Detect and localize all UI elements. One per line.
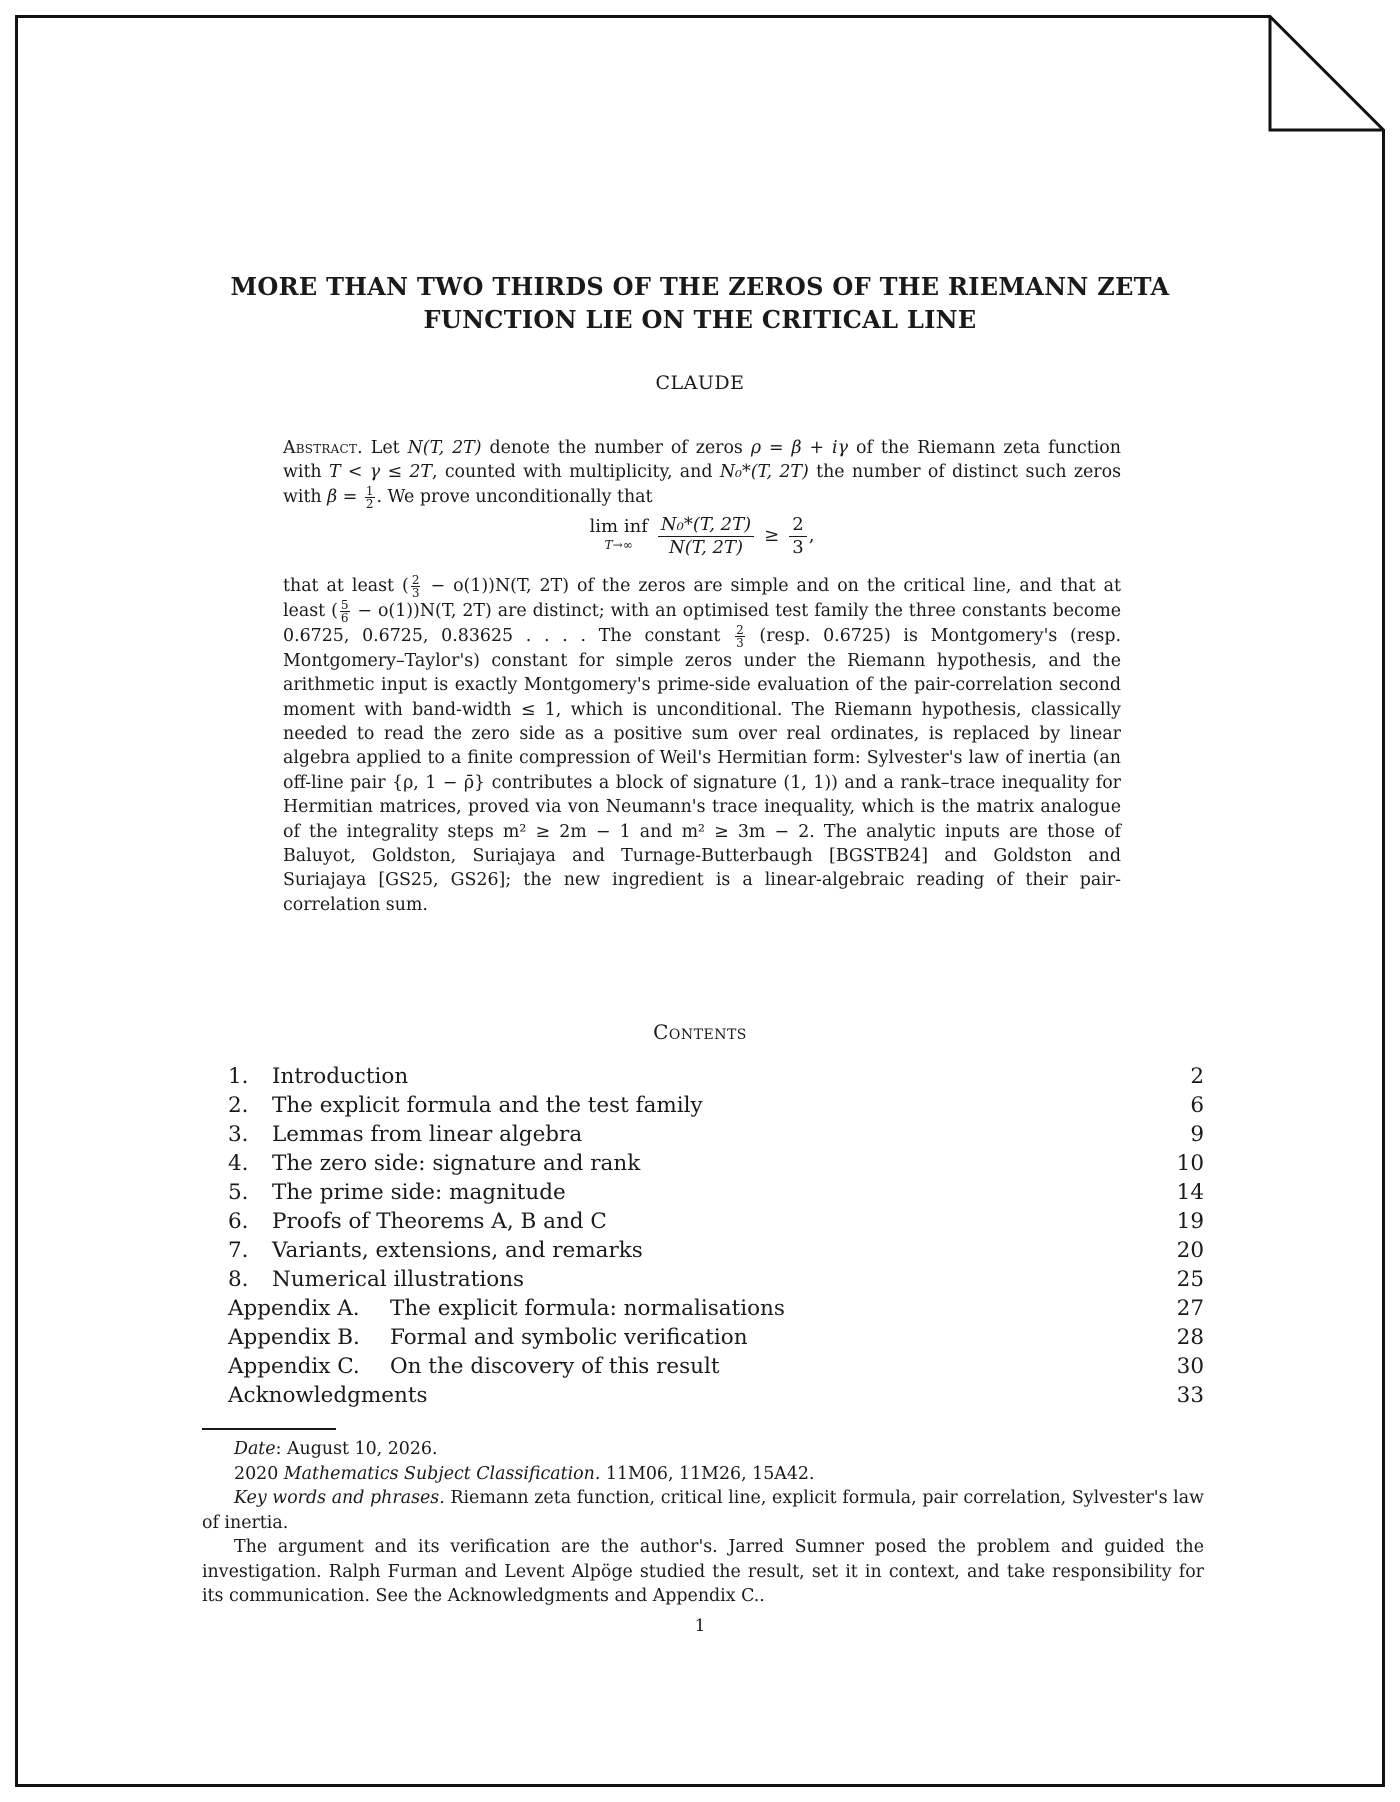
toc-number: 3. bbox=[228, 1122, 249, 1147]
math-n0: N₀*(T, 2T) bbox=[719, 462, 809, 483]
abstract-text: − o(1))N(T, 2T) are distinct; with an optimised test family the three constants become 0.6725, 0.6725, 0.83625 . . . . The constant bbox=[283, 600, 1121, 646]
ratio-denominator: N(T, 2T) bbox=[668, 536, 744, 558]
abstract-text: Let bbox=[362, 438, 408, 458]
toc-entry[interactable] bbox=[228, 1062, 1204, 1091]
frac-num: 5 bbox=[340, 597, 349, 612]
abstract-heading: Abstract. bbox=[283, 438, 363, 458]
liminf-subscript: T→∞ bbox=[604, 538, 633, 553]
toc-entry[interactable] bbox=[228, 1149, 1204, 1178]
display-equation bbox=[283, 514, 1121, 568]
display-comma: , bbox=[808, 525, 815, 547]
toc-label: Acknowledgments bbox=[228, 1383, 428, 1408]
toc-page: 28 bbox=[1176, 1325, 1204, 1350]
frac-den: 3 bbox=[792, 536, 804, 558]
frac-num: 2 bbox=[736, 622, 744, 637]
abstract-text: of the Riemann zeta function with bbox=[283, 438, 1121, 483]
toc-label: The prime side: magnitude bbox=[272, 1180, 566, 1205]
toc-label: Formal and symbolic verification bbox=[390, 1325, 748, 1350]
geq-symbol: ≥ bbox=[764, 525, 780, 547]
frac-num: 2 bbox=[411, 572, 420, 587]
toc-label: Introduction bbox=[272, 1064, 409, 1089]
toc-label: The zero side: signature and rank bbox=[272, 1151, 641, 1176]
toc-appendix-entry[interactable] bbox=[228, 1294, 1204, 1323]
msc-value: 11M06, 11M26, 15A42. bbox=[600, 1463, 815, 1484]
page-number: 1 bbox=[694, 1616, 706, 1636]
toc-number: 4. bbox=[228, 1151, 249, 1176]
frac-den: 3 bbox=[411, 585, 420, 600]
footnote-date bbox=[202, 1437, 1204, 1462]
footnotes bbox=[202, 1437, 1204, 1609]
toc-number: 5. bbox=[228, 1180, 249, 1205]
abstract-text: − o(1))N(T, 2T) of the zeros are simple and on the critical line, and that at least ( bbox=[283, 575, 1121, 621]
msc-prefix: 2020 bbox=[234, 1463, 284, 1484]
toc-entry[interactable] bbox=[228, 1091, 1204, 1120]
title-line-1: MORE THAN TWO THIRDS OF THE ZEROS OF THE RIEMANN ZETA bbox=[230, 272, 1170, 301]
frac-num: 2 bbox=[789, 514, 806, 537]
toc-label: The explicit formula and the test family bbox=[272, 1093, 703, 1118]
contents-heading: Contents bbox=[653, 1020, 747, 1044]
toc-number: 7. bbox=[228, 1238, 249, 1263]
toc-ack-entry[interactable] bbox=[228, 1381, 1204, 1410]
math-range: T < γ ≤ 2T bbox=[328, 462, 432, 483]
abstract-text: , counted with multiplicity, and bbox=[431, 462, 720, 483]
toc-entry[interactable] bbox=[228, 1236, 1204, 1265]
toc-label: Numerical illustrations bbox=[272, 1267, 525, 1292]
toc-appendix-entry[interactable] bbox=[228, 1323, 1204, 1352]
toc-page: 25 bbox=[1176, 1267, 1204, 1292]
toc-page: 33 bbox=[1176, 1383, 1204, 1408]
toc-page: 6 bbox=[1190, 1093, 1204, 1118]
fraction-two-thirds bbox=[409, 574, 423, 599]
abstract-paragraph-2 bbox=[283, 574, 1121, 917]
toc-page: 9 bbox=[1190, 1122, 1204, 1147]
math-beta: β = bbox=[327, 486, 358, 507]
toc-number: 6. bbox=[228, 1209, 249, 1234]
frac-den: 2 bbox=[365, 496, 374, 511]
table-of-contents bbox=[228, 1062, 1204, 1410]
toc-page: 30 bbox=[1176, 1354, 1204, 1379]
abstract-text: that at least ( bbox=[283, 575, 409, 596]
toc-appendix-number: Appendix B. bbox=[228, 1325, 360, 1350]
abstract bbox=[283, 436, 1121, 917]
msc-label: Mathematics Subject Classification. bbox=[283, 1463, 601, 1484]
abstract-text: the number of distinct such zeros with bbox=[283, 462, 1121, 507]
date-label: Date bbox=[234, 1439, 276, 1459]
toc-number: 8. bbox=[228, 1267, 249, 1292]
toc-appendix-entry[interactable] bbox=[228, 1352, 1204, 1381]
toc-page: 14 bbox=[1176, 1180, 1204, 1205]
toc-label: On the discovery of this result bbox=[390, 1354, 720, 1379]
toc-entry[interactable] bbox=[228, 1207, 1204, 1236]
toc-page: 10 bbox=[1176, 1151, 1204, 1176]
keywords-value: Riemann zeta function, critical line, explicit formula, pair correlation, Sylvester's law of inertia. bbox=[202, 1488, 1204, 1533]
author-name: CLAUDE bbox=[655, 372, 745, 394]
abstract-text: (resp. 0.6725) is Montgomery's (resp. Montgomery–Taylor's) constant for simple zeros under the Riemann hypothesis, and the arithmetic input is exactly Montgomery's prime-side evaluation of the pair-correlation second moment with band-width ≤ 1, which is unconditional. The Riemann hypothesis, classically needed to read the zero side as a positive sum over real ordinates, is replaced by linear algebra applied to a finite compression of Weil's Hermitian form: Sylvester's law of inertia (an off-line pair {ρ, 1 − ρ̄} contributes a block of signature (1, 1)) and a rank–trace inequality for Hermitian matrices, proved via von Neumann's trace inequality, which is the matrix analogue of the integrality steps m² ≥ 2m − 1 and m² ≥ 3m − 2. The analytic inputs are those of Baluyot, Goldston, Suriajaya and Turnage-Butterbaugh [BGSTB24] and Goldston and Suriajaya [GS25, GS26]; the new ingredient is a linear-algebraic reading of their pair-correlation sum. bbox=[283, 625, 1121, 915]
fraction-half bbox=[363, 485, 377, 510]
ratio-fraction bbox=[658, 514, 754, 559]
paper-title bbox=[160, 270, 1240, 336]
toc-appendix-number: Appendix A. bbox=[228, 1296, 360, 1321]
abstract-text: denote the number of zeros bbox=[481, 438, 751, 458]
ratio-numerator: N₀*(T, 2T) bbox=[658, 514, 754, 537]
toc-entry[interactable] bbox=[228, 1120, 1204, 1149]
math-rho: ρ = β + iγ bbox=[750, 438, 849, 458]
toc-number: 2. bbox=[228, 1093, 249, 1118]
toc-number: 1. bbox=[228, 1064, 249, 1089]
fraction-two-thirds bbox=[733, 624, 747, 649]
abstract-text: . We prove unconditionally that bbox=[376, 486, 653, 507]
frac-num: 1 bbox=[365, 483, 374, 498]
title-line-2: FUNCTION LIE ON THE CRITICAL LINE bbox=[423, 305, 977, 334]
footnote-statement: The argument and its verification are the author's. Jarred Sumner posed the problem and guided the investigation. Ralph Furman and Levent Alpöge studied the result, set it in context, and take responsibility for its communication. See the Acknowledgments and Appendix C.. bbox=[202, 1537, 1204, 1606]
frac-den: 3 bbox=[736, 635, 744, 650]
fraction-five-sixths bbox=[338, 599, 352, 624]
footnote-rule bbox=[202, 1428, 336, 1430]
toc-label: The explicit formula: normalisations bbox=[390, 1296, 785, 1321]
toc-appendix-number: Appendix C. bbox=[228, 1354, 360, 1379]
toc-page: 27 bbox=[1176, 1296, 1204, 1321]
liminf-operator bbox=[590, 518, 648, 554]
toc-page: 20 bbox=[1176, 1238, 1204, 1263]
toc-page: 2 bbox=[1190, 1064, 1204, 1089]
date-value: : August 10, 2026. bbox=[275, 1439, 438, 1459]
toc-label: Proofs of Theorems A, B and C bbox=[272, 1209, 607, 1234]
toc-label: Variants, extensions, and remarks bbox=[272, 1238, 643, 1263]
toc-entry[interactable] bbox=[228, 1178, 1204, 1207]
toc-entry[interactable] bbox=[228, 1265, 1204, 1294]
two-thirds-fraction bbox=[789, 514, 806, 559]
footnote-keywords bbox=[202, 1486, 1204, 1535]
toc-page: 19 bbox=[1176, 1209, 1204, 1234]
keywords-label: Key words and phrases. bbox=[234, 1488, 445, 1508]
math-n-count: N(T, 2T) bbox=[407, 438, 482, 458]
liminf-text: lim inf bbox=[589, 516, 648, 538]
frac-den: 6 bbox=[340, 610, 349, 625]
toc-label: Lemmas from linear algebra bbox=[272, 1122, 583, 1147]
footnote-msc bbox=[202, 1462, 1204, 1487]
abstract-paragraph-1 bbox=[283, 436, 1121, 510]
